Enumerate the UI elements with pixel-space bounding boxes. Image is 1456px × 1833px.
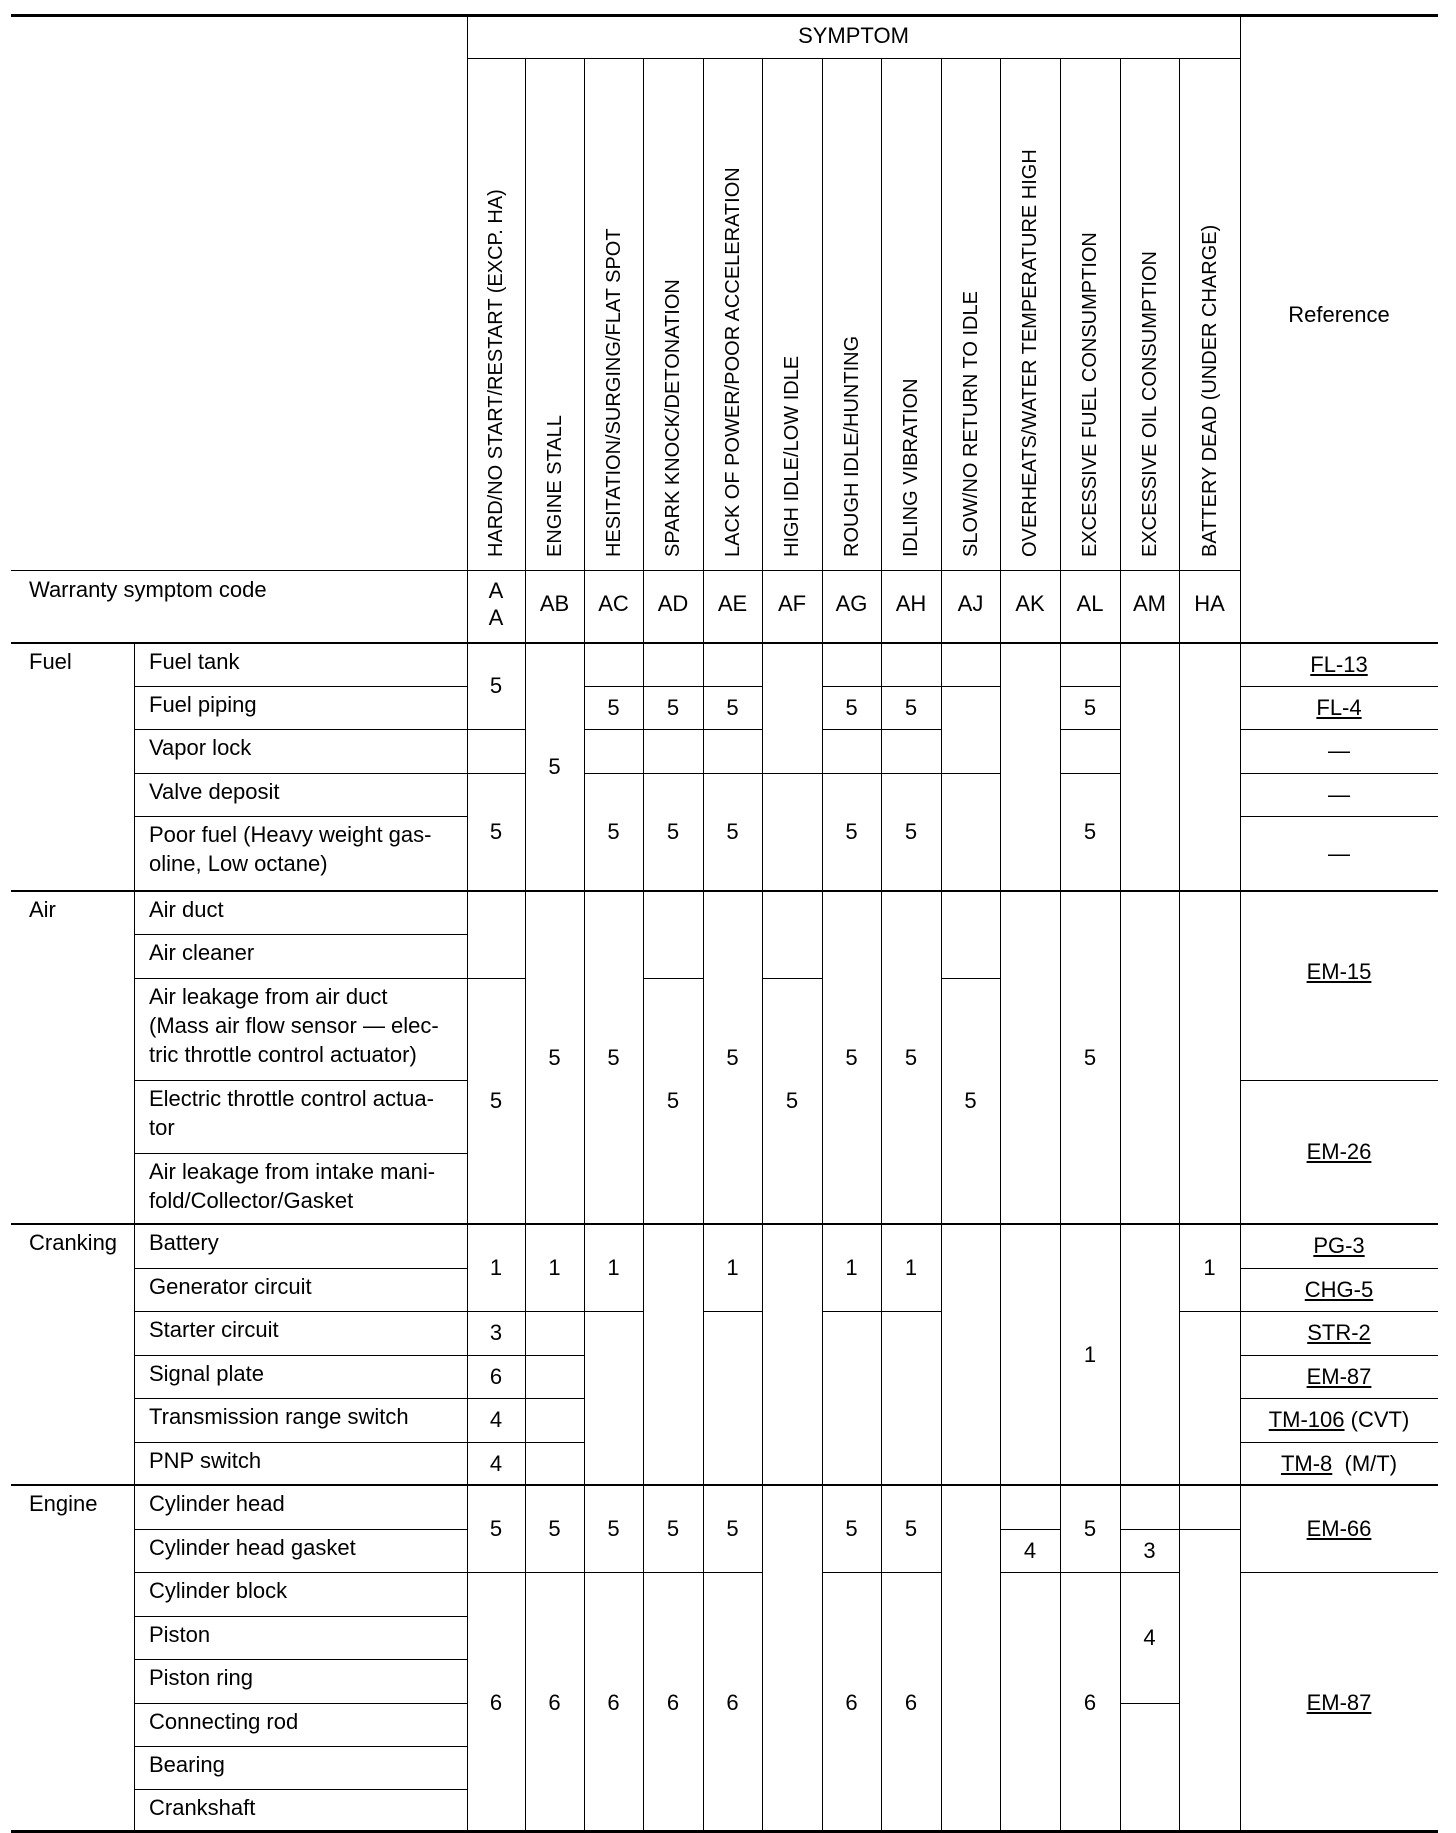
- item-label-11: Generator circuit: [149, 1274, 312, 1299]
- cell-value-11-17: 3: [1143, 1537, 1156, 1563]
- grid-line-h: [467, 773, 525, 774]
- item-label-16: Cylinder head: [149, 1491, 285, 1516]
- symptom-label-1: ENGINE STALL: [543, 415, 566, 557]
- grid-line-h: [762, 978, 822, 979]
- grid-line-h: [1000, 1529, 1060, 1530]
- grid-line-h: [584, 1572, 643, 1573]
- grid-line-h: [1240, 773, 1438, 774]
- grid-line-h: [881, 1311, 941, 1312]
- reference-link-2: —: [1328, 738, 1350, 763]
- symptom-label-2: HESITATION/SURGING/FLAT SPOT: [602, 228, 625, 557]
- grid-line-h: [822, 773, 881, 774]
- cell-value-10-18: 6: [1083, 1689, 1097, 1715]
- reference-link-12[interactable]: TM-8: [1280, 1450, 1333, 1476]
- reference-link-6[interactable]: EM-26: [1306, 1139, 1372, 1164]
- grid-line-h: [1179, 1529, 1240, 1530]
- item-label-10: Battery: [149, 1230, 219, 1255]
- grid-line-h: [134, 1659, 467, 1660]
- warranty-code-1: AB: [539, 591, 570, 616]
- grid-line-h: [1000, 1572, 1060, 1573]
- symptom-label-12: BATTERY DEAD (UNDER CHARGE): [1198, 224, 1221, 557]
- grid-line-h: [1240, 686, 1438, 687]
- grid-line-h: [643, 686, 703, 687]
- reference-5[interactable]: [1240, 957, 1438, 986]
- cell-value-7-5: 5: [904, 1044, 918, 1070]
- cell-value-3-1: 5: [666, 694, 680, 720]
- grid-line-v: [1179, 58, 1180, 1831]
- cell-value-1-0: 5: [548, 754, 561, 779]
- reference-11[interactable]: [1240, 1405, 1438, 1434]
- grid-line-h: [134, 1398, 467, 1399]
- item-label-8: Electric throttle control actua-: [149, 1086, 434, 1111]
- cell-value-7-16: 5: [904, 1515, 918, 1541]
- cell-value-6-1: 5: [845, 694, 858, 720]
- reference-header: Reference: [1288, 302, 1390, 327]
- grid-line-v: [1000, 58, 1001, 1831]
- symptom-header: SYMPTOM: [798, 23, 909, 48]
- warranty-code-4: AE: [717, 591, 748, 616]
- grid-line-h: [703, 1572, 762, 1573]
- warranty-code-11: AM: [1133, 591, 1166, 616]
- item-label-3: Valve deposit: [149, 779, 280, 804]
- cell-value-4-1: 5: [726, 694, 739, 720]
- reference-6[interactable]: [1240, 1137, 1438, 1166]
- grid-line-h: [525, 1355, 584, 1356]
- item-label-7-2: (Mass air flow sensor — elec-: [149, 1013, 439, 1038]
- reference-2: [1240, 736, 1438, 765]
- item-label-0: Fuel tank: [149, 649, 240, 674]
- cell-value-1-18: 6: [548, 1689, 561, 1715]
- cell-value-5-7: 5: [785, 1088, 799, 1113]
- cell-value-0-3: 5: [489, 819, 503, 844]
- item-label-7: Air leakage from air duct: [149, 984, 388, 1009]
- grid-line-h: [822, 729, 881, 730]
- grid-line-h: [643, 729, 703, 730]
- cell-value-0-12: 3: [489, 1320, 503, 1345]
- symptom-label-11: EXCESSIVE OIL CONSUMPTION: [1138, 251, 1161, 557]
- cell-value-2-18: 6: [607, 1689, 620, 1715]
- grid-line-h: [584, 686, 643, 687]
- warranty-code-7: AH: [895, 591, 927, 616]
- grid-line-h: [703, 773, 762, 774]
- reference-4: [1240, 839, 1438, 868]
- cell-value-4-3: 5: [726, 819, 739, 844]
- cell-value-4-16: 5: [726, 1515, 739, 1541]
- grid-line-v: [134, 643, 135, 1831]
- symptom-label-10: EXCESSIVE FUEL CONSUMPTION: [1079, 232, 1101, 557]
- grid-line-h: [643, 1572, 703, 1573]
- grid-line-h: [134, 686, 467, 687]
- cell-value-11-18: 4: [1143, 1624, 1156, 1650]
- item-label-4: Poor fuel (Heavy weight gas-: [149, 822, 432, 847]
- grid-line-h: [134, 978, 467, 979]
- grid-line-h: [134, 1153, 467, 1154]
- cell-value-10-10: 1: [1083, 1341, 1097, 1367]
- grid-line-h: [1179, 1311, 1240, 1312]
- item-label-13: Signal plate: [149, 1361, 264, 1386]
- reference-link-8[interactable]: CHG-5: [1304, 1276, 1374, 1302]
- symptom-label-6: ROUGH IDLE/HUNTING: [840, 335, 863, 557]
- cell-value-0-14: 4: [489, 1407, 503, 1432]
- reference-link-9[interactable]: STR-2: [1307, 1320, 1371, 1345]
- grid-line-v: [822, 58, 823, 1831]
- reference-link-13[interactable]: EM-66: [1306, 1515, 1372, 1541]
- grid-line-h: [11, 14, 1438, 17]
- warranty-code-10: AL: [1076, 591, 1104, 616]
- item-label-6: Air cleaner: [149, 940, 255, 965]
- grid-line-h: [467, 729, 525, 730]
- cell-value-10-5: 5: [1083, 1044, 1097, 1070]
- cell-value-3-18: 6: [666, 1689, 680, 1715]
- grid-line-h: [822, 1572, 881, 1573]
- grid-line-h: [1240, 1080, 1438, 1081]
- grid-line-h: [1240, 1398, 1438, 1399]
- grid-line-h: [134, 816, 467, 817]
- cell-value-2-10: 1: [607, 1254, 620, 1280]
- item-label-19: Piston: [149, 1622, 211, 1647]
- grid-line-h: [467, 1442, 525, 1443]
- grid-line-h: [467, 978, 525, 979]
- grid-line-h: [525, 1311, 584, 1312]
- grid-line-v: [1240, 15, 1241, 1831]
- group-label-cranking: Cranking: [29, 1230, 118, 1255]
- grid-line-h: [881, 1572, 941, 1573]
- cell-value-7-1: 5: [904, 694, 918, 720]
- cell-value-2-1: 5: [607, 694, 620, 720]
- grid-line-h: [1060, 1572, 1120, 1573]
- warranty-code-0-b: A: [488, 605, 504, 630]
- grid-line-h: [584, 729, 643, 730]
- grid-line-h: [11, 1223, 1438, 1225]
- cell-value-0-13: 6: [489, 1363, 503, 1389]
- grid-line-h: [703, 1311, 762, 1312]
- grid-line-v: [703, 58, 704, 1831]
- reference-13[interactable]: [1240, 1514, 1438, 1543]
- reference-link-7[interactable]: PG-3: [1313, 1233, 1365, 1258]
- warranty-code-6: AG: [835, 591, 868, 616]
- symptom-label-4: LACK OF POWER/POOR ACCELERATION: [721, 167, 744, 557]
- cell-value-2-16: 5: [607, 1515, 620, 1541]
- item-label-8-2: tor: [149, 1115, 175, 1140]
- grid-line-h: [643, 773, 703, 774]
- item-label-22: Bearing: [149, 1752, 225, 1777]
- grid-line-h: [584, 1311, 643, 1312]
- warranty-code-3: AD: [657, 591, 689, 616]
- grid-line-v: [467, 15, 468, 1831]
- cell-value-12-10: 1: [1203, 1254, 1216, 1280]
- reference-suffix-12: (M/T): [1332, 1450, 1398, 1476]
- reference-8[interactable]: [1240, 1275, 1438, 1304]
- item-label-17: Cylinder head gasket: [149, 1535, 356, 1560]
- grid-line-h: [467, 1572, 525, 1573]
- cell-value-3-7: 5: [666, 1088, 680, 1113]
- reference-10[interactable]: [1240, 1362, 1438, 1391]
- warranty-code-5: AF: [777, 591, 807, 616]
- cell-value-2-5: 5: [607, 1044, 620, 1070]
- cell-value-0-16: 5: [489, 1515, 503, 1541]
- grid-line-h: [134, 1355, 467, 1356]
- grid-line-h: [134, 1268, 467, 1269]
- warranty-code-label: Warranty symptom code: [29, 577, 267, 602]
- grid-line-h: [881, 686, 941, 687]
- cell-value-0-10: 1: [489, 1254, 503, 1280]
- grid-line-h: [467, 1398, 525, 1399]
- grid-line-h: [822, 1311, 881, 1312]
- grid-line-h: [134, 1616, 467, 1617]
- grid-line-h: [881, 729, 941, 730]
- symptom-label-5: HIGH IDLE/LOW IDLE: [781, 355, 803, 557]
- cell-value-10-16: 5: [1083, 1515, 1097, 1541]
- item-label-15: PNP switch: [149, 1448, 262, 1473]
- item-label-4-2: oline, Low octane): [149, 851, 328, 876]
- grid-line-h: [584, 773, 643, 774]
- item-label-9: Air leakage from intake mani-: [149, 1159, 436, 1184]
- grid-line-h: [467, 1311, 525, 1312]
- grid-line-h: [134, 1789, 467, 1790]
- reference-link-11[interactable]: TM-106: [1268, 1407, 1345, 1432]
- warranty-code-0-a: A: [488, 578, 504, 603]
- grid-line-h: [11, 1830, 1438, 1833]
- grid-line-h: [1060, 729, 1120, 730]
- grid-line-h: [134, 729, 467, 730]
- grid-line-h: [525, 1398, 584, 1399]
- item-label-7-3: tric throttle control actuator): [149, 1042, 417, 1067]
- grid-line-h: [941, 978, 1000, 979]
- grid-line-h: [941, 773, 1000, 774]
- grid-line-v: [881, 58, 882, 1831]
- cell-value-7-18: 6: [904, 1689, 918, 1715]
- reference-12[interactable]: [1240, 1449, 1438, 1478]
- cell-value-0-7: 5: [489, 1088, 503, 1113]
- grid-line-h: [467, 1355, 525, 1356]
- grid-line-v: [643, 58, 644, 1831]
- item-label-5: Air duct: [149, 897, 224, 922]
- grid-line-v: [1060, 58, 1061, 1831]
- cell-value-6-18: 6: [845, 1689, 858, 1715]
- item-label-23: Crankshaft: [149, 1795, 256, 1820]
- warranty-code-2: AC: [598, 591, 629, 616]
- grid-line-h: [1240, 1268, 1438, 1269]
- grid-line-v: [1120, 58, 1121, 1831]
- grid-line-h: [643, 978, 703, 979]
- grid-line-h: [134, 1311, 467, 1312]
- grid-line-v: [584, 58, 585, 1831]
- item-label-1: Fuel piping: [149, 692, 257, 717]
- cell-value-6-10: 1: [845, 1254, 858, 1280]
- grid-line-v: [525, 58, 526, 1831]
- cell-value-7-10: 1: [904, 1254, 918, 1280]
- grid-line-h: [134, 773, 467, 774]
- item-label-18: Cylinder block: [149, 1578, 288, 1603]
- reference-link-10[interactable]: EM-87: [1306, 1363, 1372, 1389]
- symptom-label-8: SLOW/NO RETURN TO IDLE: [959, 291, 982, 557]
- grid-line-h: [134, 1572, 467, 1573]
- cell-value-9-17: 4: [1023, 1537, 1037, 1563]
- grid-line-h: [881, 773, 941, 774]
- cell-value-4-10: 1: [726, 1254, 739, 1280]
- grid-line-h: [762, 773, 822, 774]
- grid-line-h: [703, 729, 762, 730]
- symptom-label-7: IDLING VIBRATION: [900, 378, 922, 557]
- cell-value-2-3: 5: [607, 819, 620, 844]
- cell-value-1-16: 5: [548, 1515, 561, 1541]
- grid-line-h: [134, 934, 467, 935]
- cell-value-10-3: 5: [1083, 819, 1097, 844]
- cell-value-6-16: 5: [845, 1515, 858, 1541]
- grid-line-h: [1240, 1572, 1438, 1573]
- item-label-2: Vapor lock: [149, 735, 252, 760]
- reference-link-5[interactable]: EM-15: [1306, 959, 1372, 984]
- item-label-12: Starter circuit: [149, 1317, 279, 1342]
- symptom-label-3: SPARK KNOCK/DETONATION: [662, 279, 684, 557]
- warranty-code-8: AJ: [957, 591, 984, 616]
- cell-value-1-10: 1: [548, 1254, 561, 1280]
- cell-value-8-7: 5: [964, 1088, 977, 1113]
- grid-line-h: [1120, 1703, 1179, 1704]
- cell-value-3-16: 5: [666, 1515, 680, 1541]
- reference-link-3: —: [1328, 781, 1350, 807]
- grid-line-h: [703, 686, 762, 687]
- item-label-9-2: fold/Collector/Gasket: [149, 1188, 354, 1213]
- cell-value-10-1: 5: [1083, 694, 1097, 720]
- reference-link-0[interactable]: FL-13: [1310, 651, 1368, 677]
- warranty-code-9: AK: [1015, 591, 1045, 616]
- reference-link-1[interactable]: FL-4: [1316, 694, 1362, 720]
- grid-line-h: [1240, 1355, 1438, 1356]
- grid-line-h: [1240, 1311, 1438, 1312]
- reference-suffix-11: (CVT): [1344, 1407, 1410, 1432]
- grid-line-h: [11, 1484, 1438, 1486]
- grid-line-h: [11, 642, 1438, 644]
- cell-value-4-5: 5: [726, 1044, 739, 1070]
- reference-link-4: —: [1328, 840, 1350, 866]
- reference-link-14[interactable]: EM-87: [1306, 1689, 1372, 1715]
- grid-line-h: [134, 1080, 467, 1081]
- reference-0[interactable]: [1240, 650, 1438, 679]
- cell-value-6-5: 5: [845, 1044, 858, 1070]
- grid-line-h: [1240, 816, 1438, 817]
- cell-value-0-0: 5: [489, 673, 503, 698]
- cell-value-3-3: 5: [666, 819, 680, 844]
- grid-line-v: [941, 58, 942, 1831]
- grid-line-h: [1120, 1529, 1179, 1530]
- grid-line-h: [11, 570, 1240, 571]
- symptom-label-0: HARD/NO START/RESTART (EXCP. HA): [485, 189, 507, 557]
- grid-line-h: [11, 890, 1438, 892]
- grid-line-h: [1240, 729, 1438, 730]
- grid-line-h: [134, 1746, 467, 1747]
- group-label-engine: Engine: [29, 1491, 98, 1516]
- grid-line-h: [941, 686, 1000, 687]
- grid-line-h: [822, 686, 881, 687]
- grid-line-h: [134, 1703, 467, 1704]
- cell-value-1-5: 5: [548, 1044, 561, 1070]
- cell-value-6-3: 5: [845, 819, 858, 844]
- reference-3: [1240, 780, 1438, 809]
- grid-line-h: [1240, 1442, 1438, 1443]
- reference-14[interactable]: [1240, 1688, 1438, 1717]
- item-label-20: Piston ring: [149, 1665, 253, 1690]
- grid-line-h: [525, 1442, 584, 1443]
- grid-line-h: [134, 1442, 467, 1443]
- grid-line-h: [1060, 686, 1120, 687]
- grid-line-h: [1120, 1572, 1179, 1573]
- reference-7[interactable]: [1240, 1231, 1438, 1260]
- cell-value-7-3: 5: [904, 819, 918, 844]
- grid-line-h: [525, 1572, 584, 1573]
- cell-value-0-18: 6: [489, 1689, 503, 1715]
- group-label-air: Air: [29, 897, 56, 922]
- grid-line-h: [134, 1529, 467, 1530]
- reference-1[interactable]: [1240, 693, 1438, 722]
- item-label-21: Connecting rod: [149, 1709, 299, 1734]
- cell-value-4-18: 6: [726, 1689, 739, 1715]
- symptom-label-9: OVERHEATS/WATER TEMPERATURE HIGH: [1019, 149, 1041, 557]
- group-label-fuel: Fuel: [29, 649, 72, 674]
- cell-value-0-15: 4: [489, 1450, 503, 1476]
- reference-9[interactable]: [1240, 1318, 1438, 1347]
- grid-line-h: [1060, 773, 1120, 774]
- grid-line-v: [762, 58, 763, 1831]
- item-label-14: Transmission range switch: [149, 1404, 409, 1429]
- warranty-code-12: HA: [1194, 591, 1225, 616]
